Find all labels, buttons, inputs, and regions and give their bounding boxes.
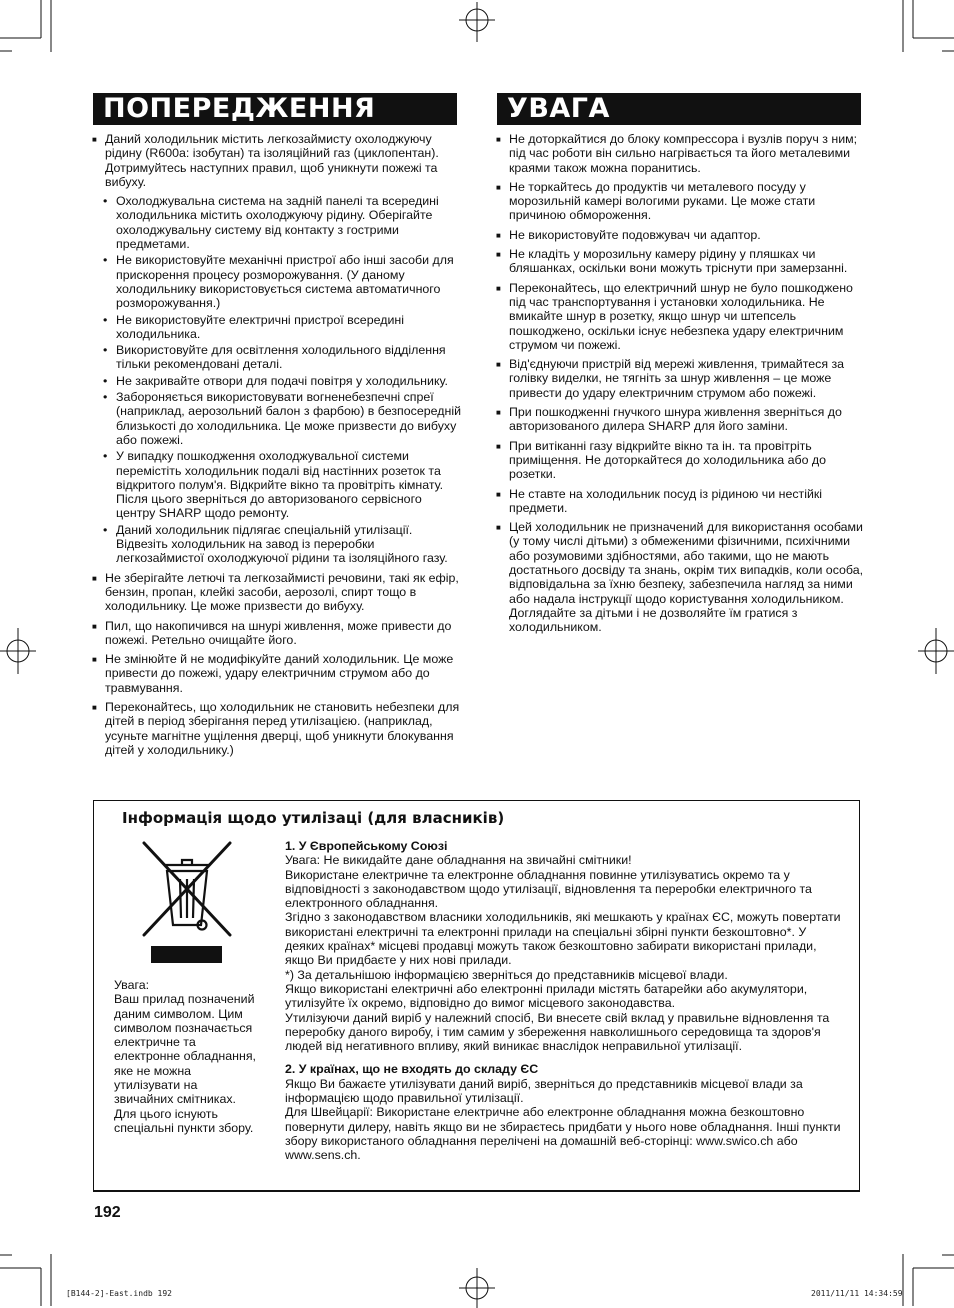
list-item: ■ Не кладіть у морозильну камеру рідину у пляшках чи бляшанках, оскільки вони можуть тріснути при замерзанні. <box>497 247 865 276</box>
page-number: 192 <box>94 1204 121 1221</box>
list-item: ■ Не зберігайте летючі та легкозаймисті речовини, такі як ефір, бензин, пропан, клейкі засоби, аерозолі, спирт тощо в холодильнику. Це може призвести до вибуху. <box>93 571 461 614</box>
section-eu-text: Увага: Не викидайте дане обладнання на звичайні смітники! Використане електричне та електронне обладнання повинне утилізуватись окремо та у відповідності з законодавством щодо утилізації, відновлення та переробки електричного та електронного обладнання. Згідно з законодавством власники холодильників, які мешкають у країнах ЄС, можуть повертати використані електричні та електронні прилади на спеціальні збірні пункти безкоштовно*. У деяких країнах* місцеві продавці можуть також безкоштовно забирати використані прилади, якщо Ви придбаєте у них нові прилади. *) За детальнішою інформацією зверніться до представників місцевої влади. Якщо використані електричні або електронні прилади містять батарейки або акумулятори, утилізуйте їх окремо, відповідно до вимог місцевого законодавства. Утилізуючи даний виріб у належний спосіб, Ви внесете свій вклад у правильне відновлення та переробку даного виробу, і тим самим у збереження навколишнього середовища та здоров'я людей від негативного впливу, який виникає внаслідок неправильної утилізації. <box>285 853 841 1054</box>
sub-list-item: • Не використовуйте електричні пристрої всередині холодильника. <box>93 313 461 342</box>
list-item: ■ Переконайтесь, що холодильник не становить небезпеки для дітей в період зберігання перед утилізацією. (наприклад, усуньте магнітне ущілення дверці, щоб уникнути блокування дітей у холодильнику.) <box>93 700 461 757</box>
footer-timestamp: 2011/11/11 14:34:59 <box>811 1289 903 1298</box>
list-item: ■ Пил, що накопичився на шнурі живлення, може привести до пожежі. Ретельно очищайте його. <box>93 619 461 648</box>
disposal-text <box>285 839 845 1163</box>
warning-column <box>93 132 461 762</box>
registration-mark-icon <box>0 628 40 674</box>
sub-list-item: • Забороняється використовувати вогненебезпечні спреї (наприклад, аерозольний балон з фарбою) в безпосередній близькості до холодильника. Це може призвести до вибуху або пожежі. <box>93 390 461 447</box>
registration-mark-icon <box>914 628 954 674</box>
list-item: ■ При пошкодженні гнучкого шнура живлення зверніться до авторизованого дилера SHARP для його заміни. <box>497 405 865 434</box>
symbol-note: Увага: Ваш прилад позначений даним символом. Цим символом позначається електричне та електронне обладнання, яке не можна утилізувати на звичайних смітниках. Для цього існують спеціальні пункти збору. <box>114 978 256 1135</box>
registration-mark-icon <box>457 1268 497 1308</box>
sub-list-item: • Даний холодильник підлягає спеціальній утилізації. Відвезіть холодильник на завод із переробки легкозаймистої охолоджуючої рідини та ізоляційного газу. <box>93 523 461 566</box>
list-item: ■ Даний холодильник містить легкозаймисту охолоджуючу рідину (R600a: ізобутан) та ізоляційний газ (циклопентан). Дотримуйтесь наступних правил, щоб уникнути пожежі та вибуху. <box>93 132 461 189</box>
sub-list-item: • Не використовуйте механічні пристрої або інші засоби для прискорення процесу розморожування. (У даному холодильнику використовується система автоматичного розморожування.) <box>93 253 461 310</box>
list-item: ■ При витіканні газу відкрийте вікно та ін. та провітріть приміщення. Не доторкайтеся до холодильника або до розетки. <box>497 439 865 482</box>
caution-heading: УВАГА <box>497 93 861 125</box>
crossed-out-wheelie-bin-icon <box>138 839 236 939</box>
list-item: ■ Не змінюйте й не модифікуйте даний холодильник. Це може привести до пожежі, удару електричним струмом або до травмування. <box>93 652 461 695</box>
list-item: ■ Переконайтесь, що електричний шнур не було пошкоджено під час транспортування і установки холодильника. Не вмикайте шнур в розетку, якщо шнур чи штепсель пошкоджено, оскільки існує небезпека удару електричним струмом чи пожежі. <box>497 281 865 352</box>
list-item: ■ Не доторкайтися до блоку компрессора і вузлів поруч з ним; під час роботи він сильно нагрівається та його металевими краями також можна поранитись. <box>497 132 865 175</box>
sub-list-item: • Охолоджувальна система на задній панелі та всередині холодильника містить охолоджуючу рідину. Оберігайте охолоджувальну систему від контакту з гострими предметами. <box>93 194 461 251</box>
disposal-title: Інформація щодо утилізаці (для власників) <box>122 809 505 827</box>
sub-list-item: • Не закривайте отвори для подачі повітря у холодильнику. <box>93 374 461 388</box>
disposal-info-box <box>93 800 860 1192</box>
section-eu-title: 1. У Європейському Союзі <box>285 839 448 853</box>
list-item: ■ Не торкайтесь до продуктів чи металевого посуду у морозильній камері вологими руками. Це може стати причиною обмороження. <box>497 180 865 223</box>
weee-black-bar <box>151 946 222 963</box>
sub-list-item: • Використовуйте для освітлення холодильного відділення тільки рекомендовані деталі. <box>93 343 461 372</box>
list-item: ■ Від'єднуючи пристрій від мережі живлення, тримайтеся за голівку виделки, не тягніть за шнур живлення – це може привести до удару електричним струмом або пожежі. <box>497 357 865 400</box>
section-non-eu-text: Якщо Ви бажаєте утилізувати даний виріб, зверніться до представників місцевої влади за інформацією щодо правильної утилізації. Для Швейцарії: Використане електричне або електронне обладнання можна безкоштовно повернути дилеру, навіть якщо ви не збираєтесь придбати у нього нове обладнання. Інші пункти збору використаного обладнання перелічені на домашній веб-сторінці: www.swico.ch або www.sens.ch. <box>285 1076 841 1163</box>
list-item: ■ Цей холодильник не призначений для використання особами (у тому числі дітьми) з обмеженими фізичними, психічними або розумовими здібностями, або такими, що не мають достатнього досвіду та знань, окрім тих випадків, коли особа, відповідальна за їхню безпеку, забезпечила нагляд за ними або надала інструкції щодо користування холодильником. Доглядайте за дітьми і не дозволяйте їм гратися з холодильником. <box>497 520 865 634</box>
section-non-eu-title: 2. У країнах, що не входять до складу ЄС <box>285 1062 539 1077</box>
registration-mark-icon <box>457 2 497 42</box>
sub-list-item: • У випадку пошкодження охолоджувальної системи перемістіть холодильник подалі від настінних розеток та відкритого полум'я. Відкрийте вікно та провітріть кімнату. Після цього зверніться до авторизованого сервісного центру SHARP щодо ремонту. <box>93 449 461 520</box>
list-item: ■ Не ставте на холодильник посуд із рідиною чи нестійкі предмети. <box>497 487 865 516</box>
list-item: ■ Не використовуйте подовжувач чи адаптор. <box>497 228 865 242</box>
warning-heading: ПОПЕРЕДЖЕННЯ <box>93 93 457 125</box>
footer-file-info: [B144-2]-East.indb 192 <box>66 1289 172 1298</box>
caution-column <box>497 132 865 640</box>
